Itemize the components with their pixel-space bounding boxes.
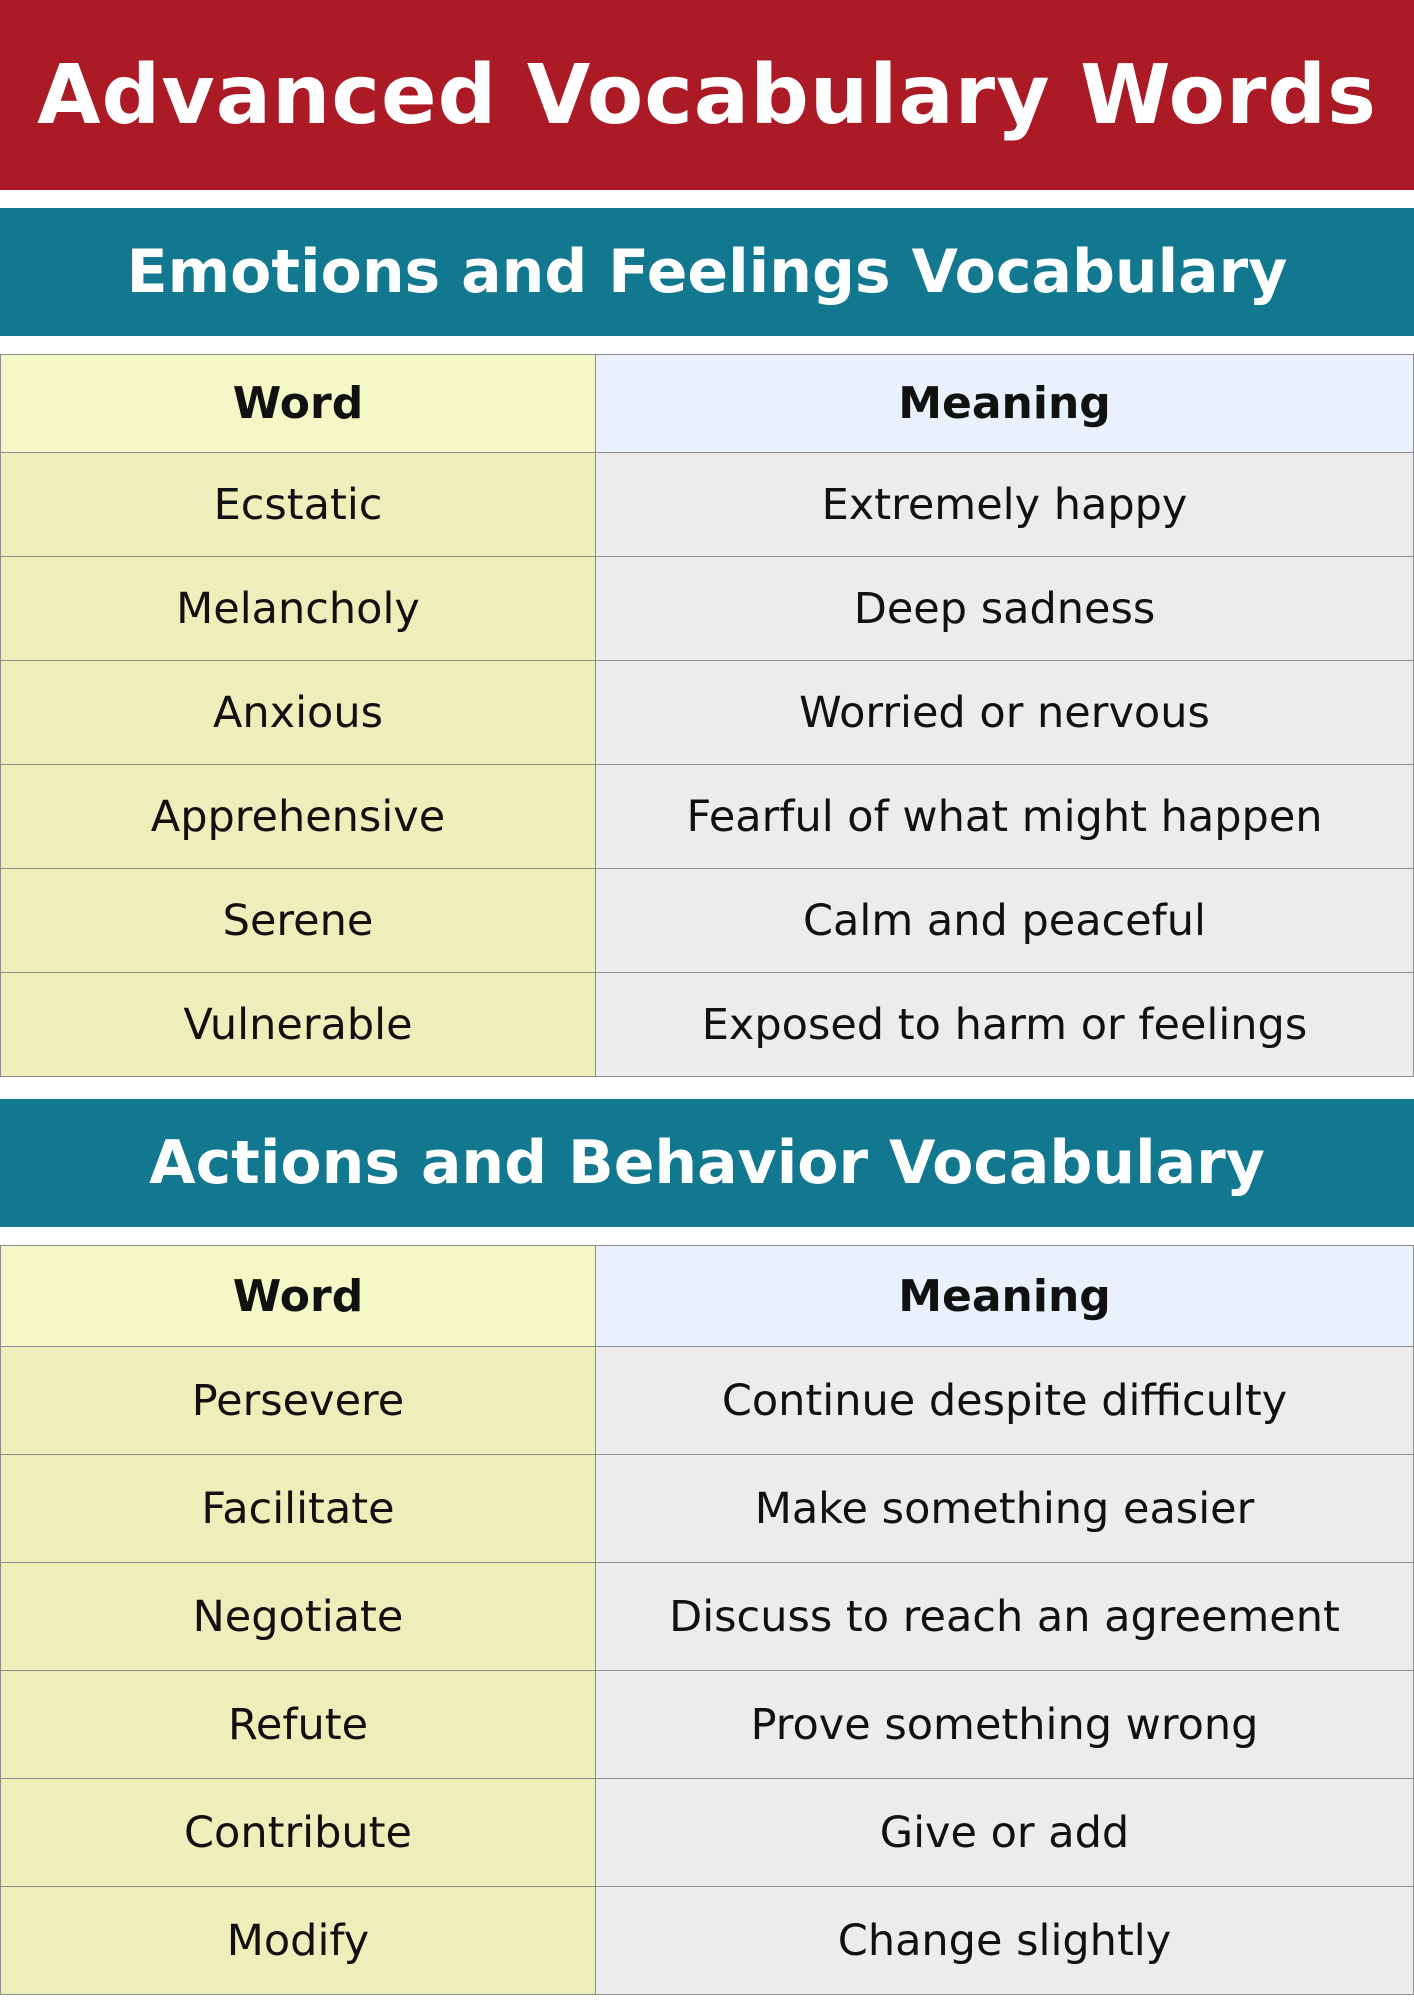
table-row bbox=[1, 1887, 1414, 1995]
table-row bbox=[1, 1347, 1414, 1455]
word-cell: Negotiate bbox=[1, 1563, 596, 1671]
table-row bbox=[1, 453, 1414, 557]
word-cell: Persevere bbox=[1, 1347, 596, 1455]
section-heading: Emotions and Feelings Vocabulary bbox=[126, 237, 1288, 307]
meaning-cell: Deep sadness bbox=[596, 557, 1414, 661]
vocab-table-emotions bbox=[0, 354, 1414, 1077]
word-cell: Facilitate bbox=[1, 1455, 596, 1563]
vocab-table-actions bbox=[0, 1245, 1414, 1995]
table-row bbox=[1, 765, 1414, 869]
column-header-meaning: Meaning bbox=[596, 355, 1414, 453]
word-cell: Apprehensive bbox=[1, 765, 596, 869]
word-cell: Melancholy bbox=[1, 557, 596, 661]
page-title: Advanced Vocabulary Words bbox=[37, 47, 1377, 143]
table-row bbox=[1, 1779, 1414, 1887]
table-row bbox=[1, 973, 1414, 1077]
table-header-row bbox=[1, 1246, 1414, 1347]
section-heading: Actions and Behavior Vocabulary bbox=[149, 1128, 1265, 1198]
word-cell: Refute bbox=[1, 1671, 596, 1779]
word-cell: Modify bbox=[1, 1887, 596, 1995]
section-banner-emotions bbox=[0, 208, 1414, 336]
table-row bbox=[1, 1671, 1414, 1779]
meaning-cell: Continue despite difficulty bbox=[596, 1347, 1414, 1455]
meaning-cell: Discuss to reach an agreement bbox=[596, 1563, 1414, 1671]
table-header-row bbox=[1, 355, 1414, 453]
meaning-cell: Change slightly bbox=[596, 1887, 1414, 1995]
word-cell: Vulnerable bbox=[1, 973, 596, 1077]
column-header-word: Word bbox=[1, 355, 596, 453]
column-header-meaning: Meaning bbox=[596, 1246, 1414, 1347]
word-cell: Contribute bbox=[1, 1779, 596, 1887]
column-header-word: Word bbox=[1, 1246, 596, 1347]
table-row bbox=[1, 1563, 1414, 1671]
meaning-cell: Fearful of what might happen bbox=[596, 765, 1414, 869]
meaning-cell: Worried or nervous bbox=[596, 661, 1414, 765]
section-banner-actions bbox=[0, 1099, 1414, 1227]
table-row bbox=[1, 1455, 1414, 1563]
meaning-cell: Give or add bbox=[596, 1779, 1414, 1887]
meaning-cell: Calm and peaceful bbox=[596, 869, 1414, 973]
word-cell: Serene bbox=[1, 869, 596, 973]
meaning-cell: Make something easier bbox=[596, 1455, 1414, 1563]
table-row bbox=[1, 661, 1414, 765]
word-cell: Ecstatic bbox=[1, 453, 596, 557]
word-cell: Anxious bbox=[1, 661, 596, 765]
table-row bbox=[1, 557, 1414, 661]
title-banner bbox=[0, 0, 1414, 190]
meaning-cell: Prove something wrong bbox=[596, 1671, 1414, 1779]
table-row bbox=[1, 869, 1414, 973]
meaning-cell: Extremely happy bbox=[596, 453, 1414, 557]
meaning-cell: Exposed to harm or feelings bbox=[596, 973, 1414, 1077]
